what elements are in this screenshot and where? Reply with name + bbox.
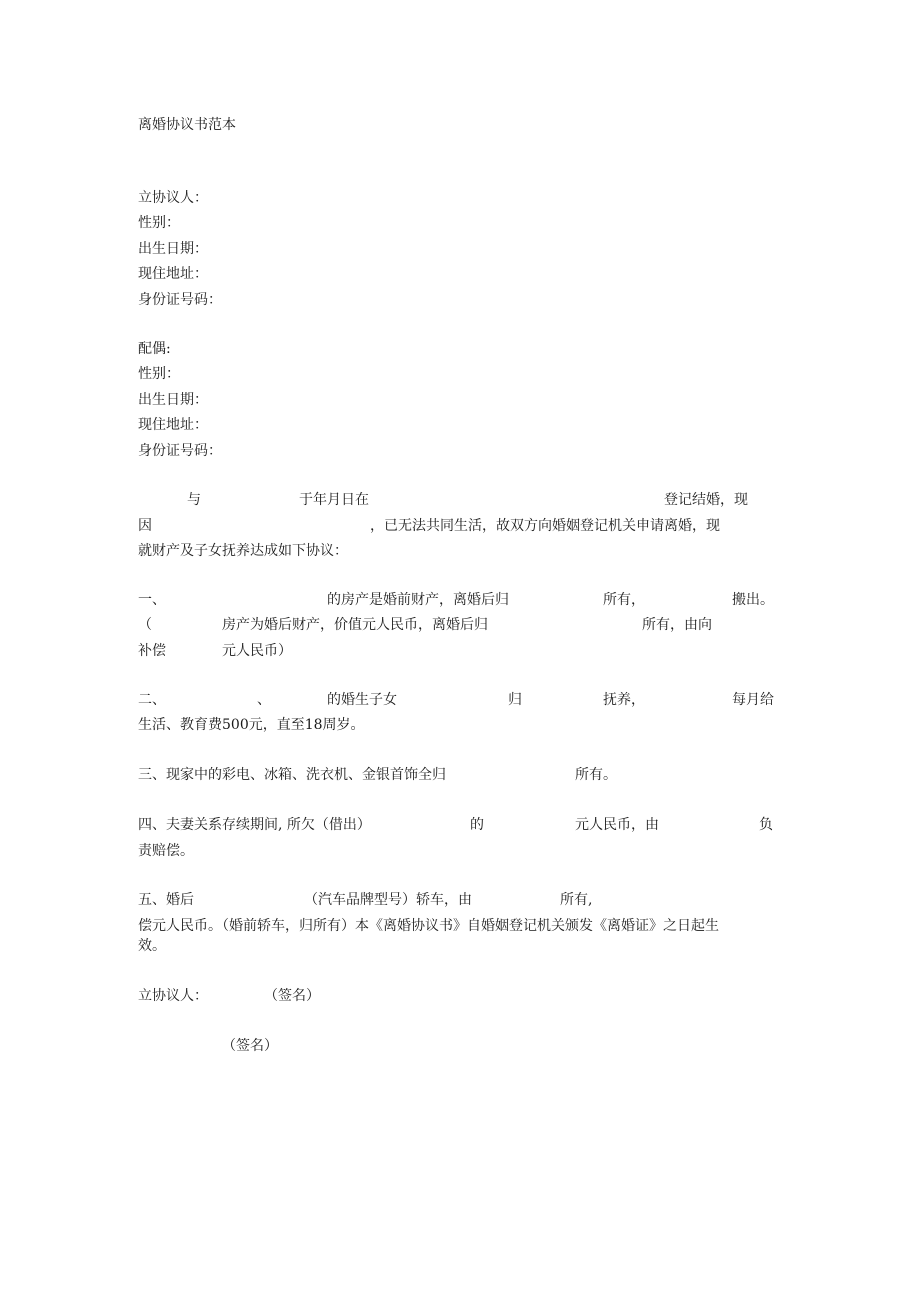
party1-birth: 出生日期： <box>138 241 208 257</box>
intro-line1-b: 于年月日在 <box>299 492 369 508</box>
clause5-line1-b: （汽车品牌型号）轿车，由 <box>304 892 472 908</box>
signature1-label: 立协议人： <box>138 988 208 1004</box>
clause5-line1-a: 五、婚后 <box>138 892 194 908</box>
clause5-line2: 偿元人民币。（婚前轿车，归所有）本《离婚协议书》自婚姻登记机关颁发《离婚证》之日起生 <box>138 918 719 934</box>
party1-label: 立协议人： <box>138 190 208 206</box>
party2-birth: 出生日期： <box>138 392 208 408</box>
clause2-line1-e: 抚养， <box>603 692 645 708</box>
clause2-line1-f: 每月给 <box>732 692 774 708</box>
clause1-line1-c: 所有， <box>603 592 645 608</box>
clause4-line1-d: 负 <box>759 817 773 833</box>
party1-gender: 性别： <box>138 215 180 231</box>
clause1-line3-b: 元人民币） <box>222 643 292 659</box>
clause2-line1-c: 的婚生子女 <box>327 692 397 708</box>
intro-line1-c: 登记结婚，现 <box>664 492 748 508</box>
clause4-line1-c: 元人民币，由 <box>575 817 659 833</box>
clause2-line1-b: 、 <box>257 692 271 708</box>
signature1-sign: （签名） <box>264 988 320 1004</box>
clause1-line1-b: 的房产是婚前财产，离婚后归 <box>327 592 509 608</box>
intro-line2-b: ，已无法共同生活，故双方向婚姻登记机关申请离婚，现 <box>370 518 720 534</box>
party1-id: 身份证号码： <box>138 292 222 308</box>
clause4-line1-a: 四、夫妻关系存续期间, 所欠（借出） <box>138 817 371 833</box>
party2-id: 身份证号码： <box>138 443 222 459</box>
clause3-b: 所有。 <box>575 767 617 783</box>
clause4-line1-b: 的 <box>470 817 484 833</box>
clause2-line1-d: 归 <box>508 692 522 708</box>
intro-line1-a: 与 <box>187 492 201 508</box>
clause5-line3: 效。 <box>138 938 166 954</box>
party1-address: 现住地址： <box>138 266 208 282</box>
clause3-a: 三、现家中的彩电、冰箱、洗衣机、金银首饰全归 <box>138 767 446 783</box>
clause4-line2: 责赔偿。 <box>138 843 194 859</box>
clause5-line1-c: 所有, <box>560 892 593 908</box>
party2-label: 配偶: <box>138 341 171 357</box>
clause1-line2-c: 所有，由向 <box>642 617 712 633</box>
clause1-line1-a: 一、 <box>138 592 166 608</box>
intro-line2-a: 因 <box>138 518 152 534</box>
clause2-line2: 生活、教育费500元，直至18周岁。 <box>138 717 365 733</box>
clause1-line2-b: 房产为婚后财产，价值元人民币，离婚后归 <box>222 617 488 633</box>
clause1-line1-d: 搬出。 <box>732 592 774 608</box>
intro-line3: 就财产及子女抚养达成如下协议： <box>138 543 348 559</box>
signature2-sign: （签名） <box>222 1038 278 1054</box>
clause2-line1-a: 二、 <box>138 692 166 708</box>
party2-address: 现住地址： <box>138 417 208 433</box>
party2-gender: 性别： <box>138 366 180 382</box>
document-title: 离婚协议书范本 <box>138 117 236 133</box>
clause1-line3-a: 补偿 <box>138 643 166 659</box>
clause1-line2-a: （ <box>138 617 152 633</box>
